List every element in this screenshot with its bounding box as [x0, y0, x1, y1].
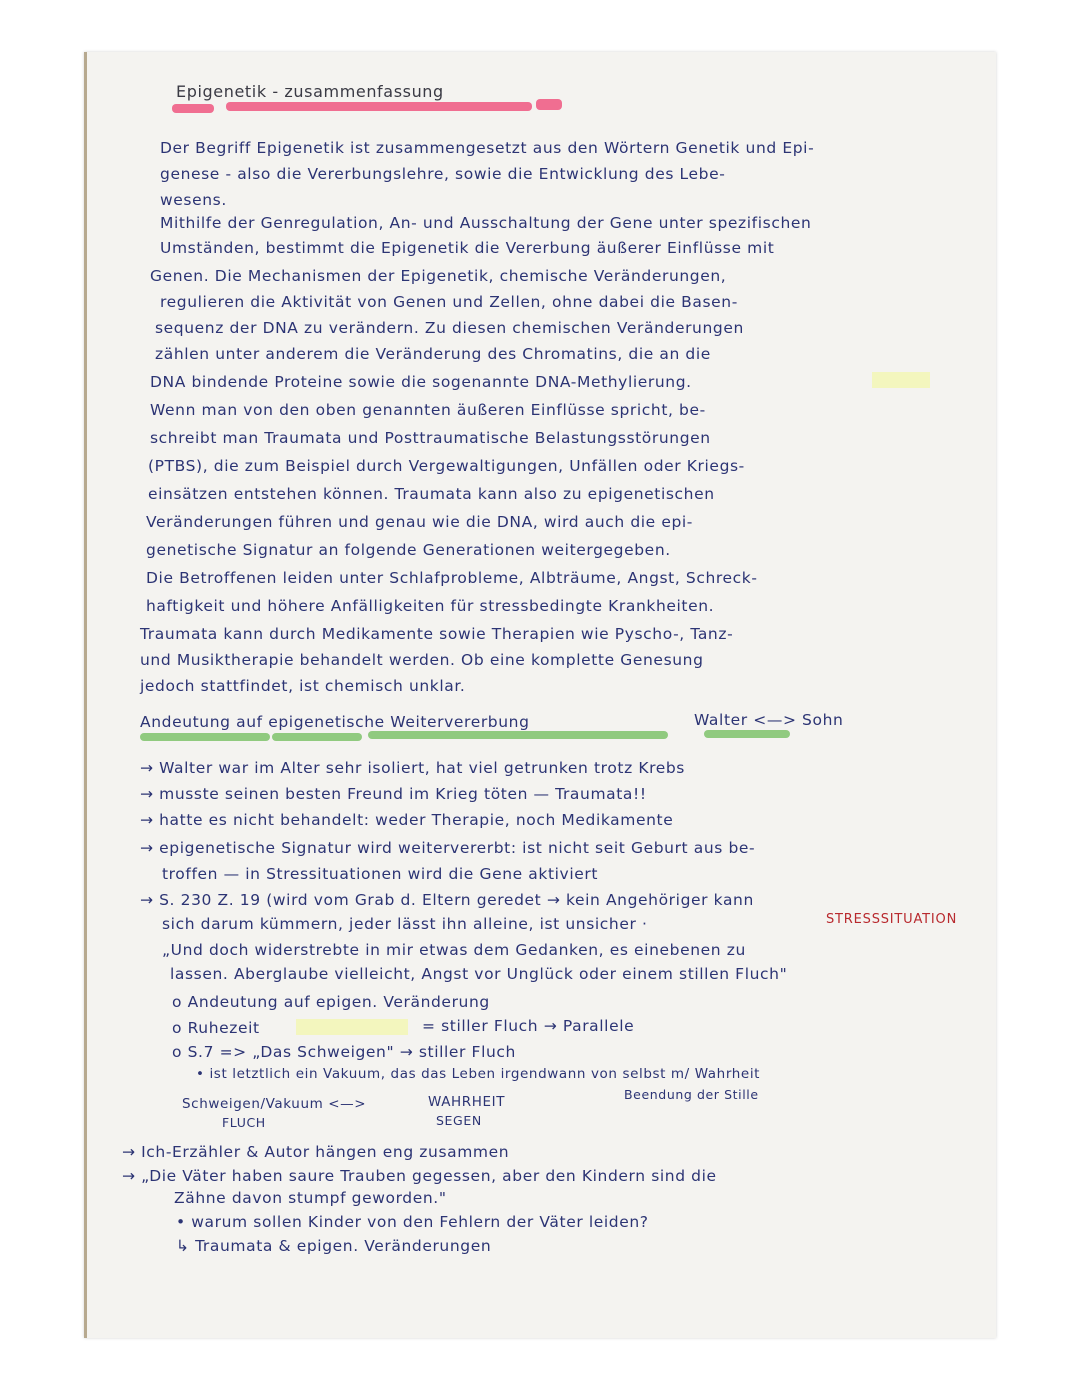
text-line: DNA bindende Proteine sowie die sogenannte DNA-Methylierung. — [150, 373, 692, 391]
text-line: und Musiktherapie behandelt werden. Ob eine komplette Genesung — [140, 651, 704, 669]
title-highlight — [226, 102, 532, 111]
title-highlight — [536, 99, 562, 110]
text-line: (PTBS), die zum Beispiel durch Vergewaltigungen, Unfällen oder Kriegs- — [148, 457, 745, 475]
text-line: zählen unter anderem die Veränderung des Chromatins, die an die — [155, 345, 711, 363]
quote-line: „Und doch widerstrebte in mir etwas dem Gedanken, es einebenen zu — [162, 941, 746, 959]
text-line: regulieren die Aktivität von Genen und Zellen, ohne dabei die Basen- — [160, 293, 738, 311]
bullet-item: → S. 230 Z. 19 (wird vom Grab d. Eltern geredet → kein Angehöriger kann — [140, 891, 754, 909]
closing-line: → Ich-Erzähler & Autor hängen eng zusammen — [122, 1143, 510, 1161]
bullet-item: → hatte es nicht behandelt: weder Therapie, noch Medikamente — [140, 811, 674, 829]
text-line: Der Begriff Epigenetik ist zusammengesetzt aus den Wörtern Genetik und Epi- — [160, 139, 815, 157]
diagram-right-sub: SEGEN — [436, 1113, 482, 1128]
sub-item: o Ruhezeit — [172, 1019, 260, 1037]
closing-line: ↳ Traumata & epigen. Veränderungen — [176, 1237, 492, 1255]
text-line: Mithilfe der Genregulation, An- und Ausschaltung der Gene unter spezifischen — [160, 214, 812, 232]
sub-item: o Andeutung auf epigen. Veränderung — [172, 993, 490, 1011]
bullet-item: sich darum kümmern, jeder lässt ihn alleine, ist unsicher · — [162, 915, 648, 933]
text-line: genese - also die Vererbungslehre, sowie die Entwicklung des Lebe- — [160, 165, 726, 183]
paper-edge — [84, 52, 87, 1338]
diagram-left-sub: FLUCH — [222, 1115, 266, 1130]
page-title: Epigenetik - zusammenfassung — [176, 82, 444, 101]
diagram-left: Schweigen/Vakuum <—> — [182, 1096, 367, 1112]
bullet-item: → Walter war im Alter sehr isoliert, hat viel getrunken trotz Krebs — [140, 759, 685, 777]
text-line: wesens. — [160, 191, 227, 209]
ruhezeit-note: = stiller Fluch → Parallele — [422, 1017, 635, 1035]
text-line: Die Betroffenen leiden unter Schlafprobleme, Albträume, Angst, Schreck- — [146, 569, 758, 587]
text-line: Umständen, bestimmt die Epigenetik die Vererbung äußerer Einflüsse mit — [160, 239, 775, 257]
text-line: Wenn man von den oben genannten äußeren Einflüsse spricht, be- — [150, 401, 706, 419]
text-line: jedoch stattfindet, ist chemisch unklar. — [140, 677, 466, 695]
heading-highlight — [140, 733, 270, 741]
closing-line: Zähne davon stumpf geworden." — [174, 1189, 447, 1207]
sub-item: o S.7 => „Das Schweigen" → stiller Fluch — [172, 1043, 516, 1061]
heading-highlight — [704, 730, 790, 738]
stress-label: STRESSSITUATION — [826, 912, 958, 927]
text-line: sequenz der DNA zu verändern. Zu diesen chemischen Veränderungen — [155, 319, 744, 337]
dna-methylierung-highlight — [872, 372, 930, 388]
text-line: Veränderungen führen und genau wie die DNA, wird auch die epi- — [146, 513, 694, 531]
heading-highlight — [272, 733, 362, 741]
closing-line: → „Die Väter haben saure Trauben gegessen, aber den Kindern sind die — [122, 1167, 717, 1185]
text-line: Traumata kann durch Medikamente sowie Therapien wie Pyscho-, Tanz- — [140, 625, 734, 643]
heading-relation: Walter <—> Sohn — [694, 711, 844, 729]
closing-line: • warum sollen Kinder von den Fehlern der Väter leiden? — [176, 1213, 649, 1231]
bullet-item: → musste seinen besten Freund im Krieg töten — Traumata!! — [140, 785, 647, 803]
text-line: genetische Signatur an folgende Generationen weitergegeben. — [146, 541, 671, 559]
quote-line: lassen. Aberglaube vielleicht, Angst vor Unglück oder einem stillen Fluch" — [170, 965, 788, 983]
ruhezeit-highlight — [296, 1019, 408, 1035]
text-line: schreibt man Traumata und Posttraumatische Belastungsstörungen — [150, 429, 711, 447]
bullet-item: → epigenetische Signatur wird weitervererbt: ist nicht seit Geburt aus be- — [140, 839, 756, 857]
bullet-item: troffen — in Stressituationen wird die Gene aktiviert — [162, 865, 599, 883]
text-line: haftigkeit und höhere Anfälligkeiten für stressbedingte Krankheiten. — [146, 597, 715, 615]
diagram-right: WAHRHEIT — [428, 1094, 506, 1110]
heading-highlight — [368, 731, 668, 739]
sub-item: • ist letztlich ein Vakuum, das das Leben irgendwann von selbst m/ Wahrheit — [196, 1066, 761, 1082]
diagram-note: Beendung der Stille — [624, 1087, 759, 1102]
title-highlight — [172, 104, 214, 113]
text-line: einsätzen entstehen können. Traumata kann also zu epigenetischen — [148, 485, 715, 503]
text-line: Genen. Die Mechanismen der Epigenetik, chemische Veränderungen, — [150, 267, 727, 285]
section-heading: Andeutung auf epigenetische Weitervererbung — [140, 713, 530, 731]
